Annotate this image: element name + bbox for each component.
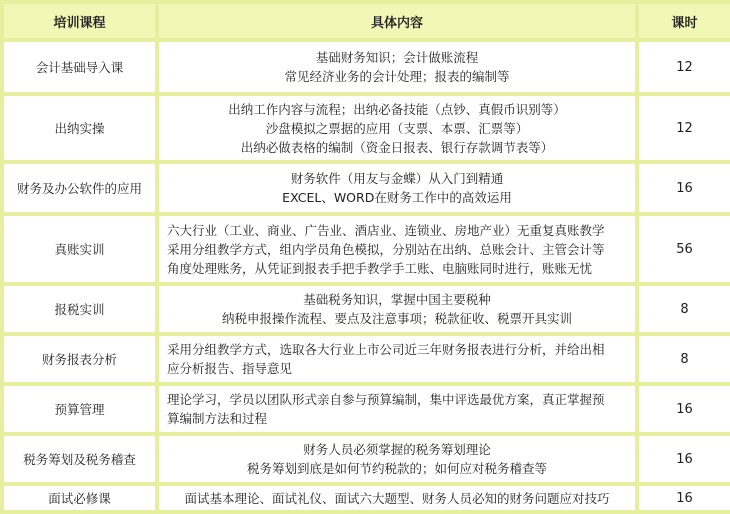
content-line: 纳税申报操作流程、要点及注意事项；税款征收、税票开具实训 bbox=[221, 311, 572, 326]
content-line: EXCEL、WORD在财务工作中的高效运用 bbox=[282, 190, 512, 205]
table-row bbox=[2, 162, 730, 214]
course-name: 真账实训 bbox=[2, 214, 157, 284]
content-line: 出纳工作内容与流程；出纳必备技能（点钞、真假币识别等） bbox=[228, 101, 566, 117]
content-line: 应分析报告、指导意见 bbox=[167, 361, 293, 376]
course-content bbox=[157, 434, 637, 484]
table-row bbox=[2, 94, 730, 162]
content-line: 财务人员必须掌握的税务筹划理论 bbox=[303, 442, 491, 457]
course-name: 财务及办公软件的应用 bbox=[2, 162, 157, 214]
content-line: 六大行业（工业、商业、广告业、酒店业、连锁业、房地产业）无重复真账教学 bbox=[167, 222, 605, 238]
header-content: 具体内容 bbox=[157, 2, 637, 40]
content-line: 角度处理账务，从凭证到报表手把手教学手工账、电脑账同时进行，账账无忧 bbox=[167, 260, 593, 276]
course-content bbox=[157, 284, 637, 334]
content-line: 采用分组教学方式，选取各大行业上市公司近三年财务报表进行分析，并给出相 bbox=[167, 342, 605, 357]
course-content bbox=[157, 94, 637, 162]
content-line: 基础财务知识；会计做账流程 bbox=[315, 50, 479, 65]
course-hours: 8 bbox=[637, 284, 730, 334]
header-hours: 课时 bbox=[637, 2, 730, 40]
table-row bbox=[2, 40, 730, 94]
course-content bbox=[157, 214, 637, 284]
table-row bbox=[2, 284, 730, 334]
course-name: 税务筹划及税务稽查 bbox=[2, 434, 157, 484]
header-course: 培训课程 bbox=[2, 2, 157, 40]
table-row bbox=[2, 384, 730, 434]
course-content bbox=[157, 162, 637, 214]
course-name: 预算管理 bbox=[2, 384, 157, 434]
course-content bbox=[157, 334, 637, 384]
course-hours: 8 bbox=[637, 334, 730, 384]
course-content bbox=[157, 40, 637, 94]
course-name: 会计基础导入课 bbox=[2, 40, 157, 94]
header-row bbox=[2, 2, 730, 40]
course-name: 财务报表分析 bbox=[2, 334, 157, 384]
course-hours: 16 bbox=[637, 162, 730, 214]
course-name: 出纳实操 bbox=[2, 94, 157, 162]
content-line: 面试基本理论、面试礼仪、面试六大题型、财务人员必知的财务问题应对技巧 bbox=[184, 490, 610, 506]
content-line: 沙盘模拟之票据的应用（支票、本票、汇票等） bbox=[265, 120, 529, 136]
content-line: 出纳必做表格的编制（资金日报表、银行存款调节表等） bbox=[240, 139, 554, 155]
content-line: 财务软件（用友与金蝶）从入门到精通 bbox=[290, 171, 504, 186]
course-hours: 16 bbox=[637, 484, 730, 512]
content-line: 采用分组教学方式，组内学员角色模拟，分别站在出纳、总账会计、主管会计等 bbox=[167, 241, 605, 257]
course-name: 报税实训 bbox=[2, 284, 157, 334]
course-hours: 56 bbox=[637, 214, 730, 284]
course-content bbox=[157, 384, 637, 434]
course-content bbox=[157, 484, 637, 512]
course-name: 面试必修课 bbox=[2, 484, 157, 512]
course-hours: 16 bbox=[637, 384, 730, 434]
table-row bbox=[2, 434, 730, 484]
content-line: 税务筹划到底是如何节约税款的；如何应对税务稽查等 bbox=[246, 461, 547, 476]
content-line: 理论学习，学员以团队形式亲自参与预算编制，集中评选最优方案，真正掌握预 bbox=[167, 392, 605, 407]
course-hours: 12 bbox=[637, 40, 730, 94]
content-line: 算编制方法和过程 bbox=[167, 411, 268, 426]
course-hours: 12 bbox=[637, 94, 730, 162]
content-line: 常见经济业务的会计处理；报表的编制等 bbox=[284, 69, 510, 84]
table-row bbox=[2, 484, 730, 512]
table-row bbox=[2, 334, 730, 384]
content-line: 基础税务知识，掌握中国主要税种 bbox=[303, 292, 491, 307]
course-hours: 16 bbox=[637, 434, 730, 484]
table-row bbox=[2, 214, 730, 284]
